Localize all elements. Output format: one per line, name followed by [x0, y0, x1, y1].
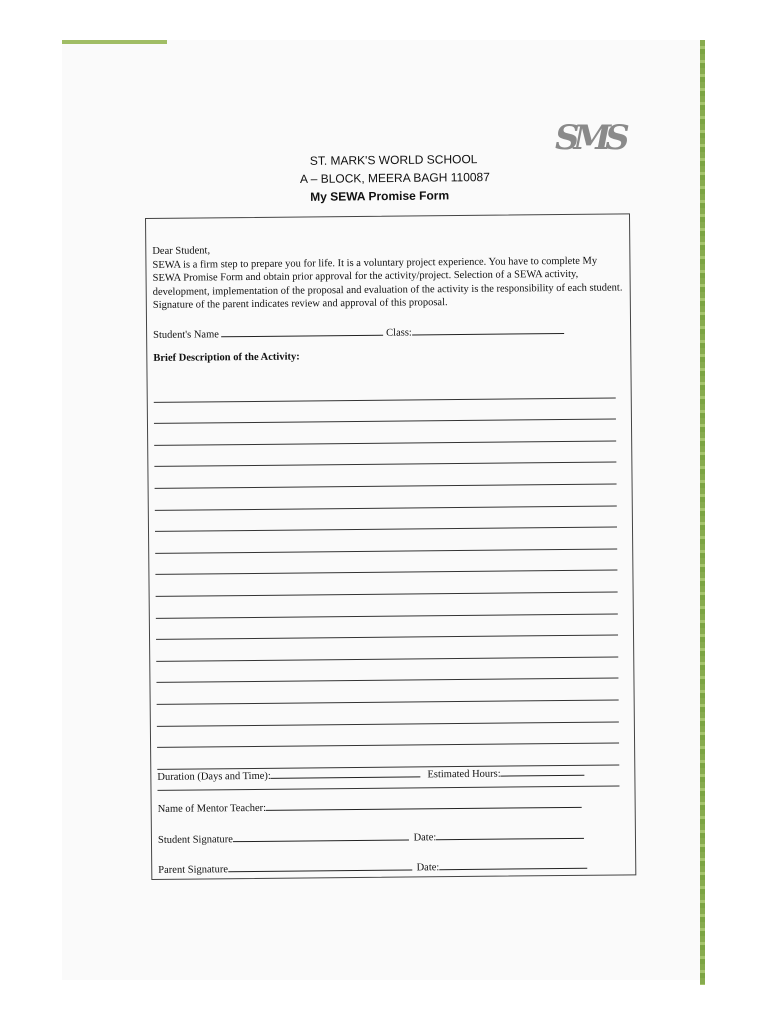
school-logo	[555, 118, 624, 166]
parent-signature-label: Parent Signature	[158, 864, 229, 876]
duration-label: Duration (Days and Time):	[157, 770, 271, 783]
form-title: My SEWA Promise Form	[310, 188, 450, 204]
description-label-row	[153, 352, 299, 364]
mentor-label: Name of Mentor Teacher:	[157, 802, 267, 815]
green-border-top	[62, 40, 167, 44]
school-header	[300, 152, 491, 208]
student-signature-row	[158, 828, 584, 846]
date-label-1: Date:	[413, 832, 437, 844]
school-logo-text: SMS	[555, 118, 624, 158]
school-address: A – BLOCK, MEERA BAGH 110087	[299, 170, 490, 186]
mentor-row	[158, 797, 583, 815]
green-border-right	[700, 40, 705, 985]
school-name: ST. MARK'S WORLD SCHOOL	[309, 152, 478, 168]
duration-blank[interactable]	[271, 766, 421, 778]
parent-signature-blank[interactable]	[228, 859, 412, 872]
date-label-2: Date:	[416, 862, 440, 874]
class-label: Class:	[386, 327, 412, 339]
date-blank-2[interactable]	[439, 858, 587, 870]
mentor-blank[interactable]	[266, 797, 582, 811]
parent-signature-row	[158, 858, 587, 876]
student-name-row	[153, 323, 564, 341]
greeting: Dear Student,	[152, 245, 211, 257]
description-label: Brief Description of the Activity:	[153, 351, 300, 364]
intro-body: SEWA is a firm step to prepare you for life. It is a voluntary project experience. You have to complete My SEWA Promise Form and obtain prior approval for the activity/project. Selection of a SEWA activity, development, implementation of the proposal and evaluation of the activity is the responsibility of each student. Signature of the parent indicates review and approval of this proposal.	[152, 255, 623, 311]
student-name-label: Student's Name	[153, 329, 219, 341]
student-signature-label: Student Signature	[157, 834, 233, 846]
intro-text	[152, 240, 623, 312]
date-blank-1[interactable]	[436, 828, 584, 840]
form-box	[145, 213, 636, 880]
student-signature-blank[interactable]	[233, 829, 409, 842]
estimated-hours-label: Estimated Hours:	[427, 768, 501, 781]
description-lines[interactable]	[154, 376, 620, 791]
student-name-blank[interactable]	[221, 325, 383, 338]
class-blank[interactable]	[412, 323, 564, 335]
estimated-hours-blank[interactable]	[501, 765, 585, 777]
